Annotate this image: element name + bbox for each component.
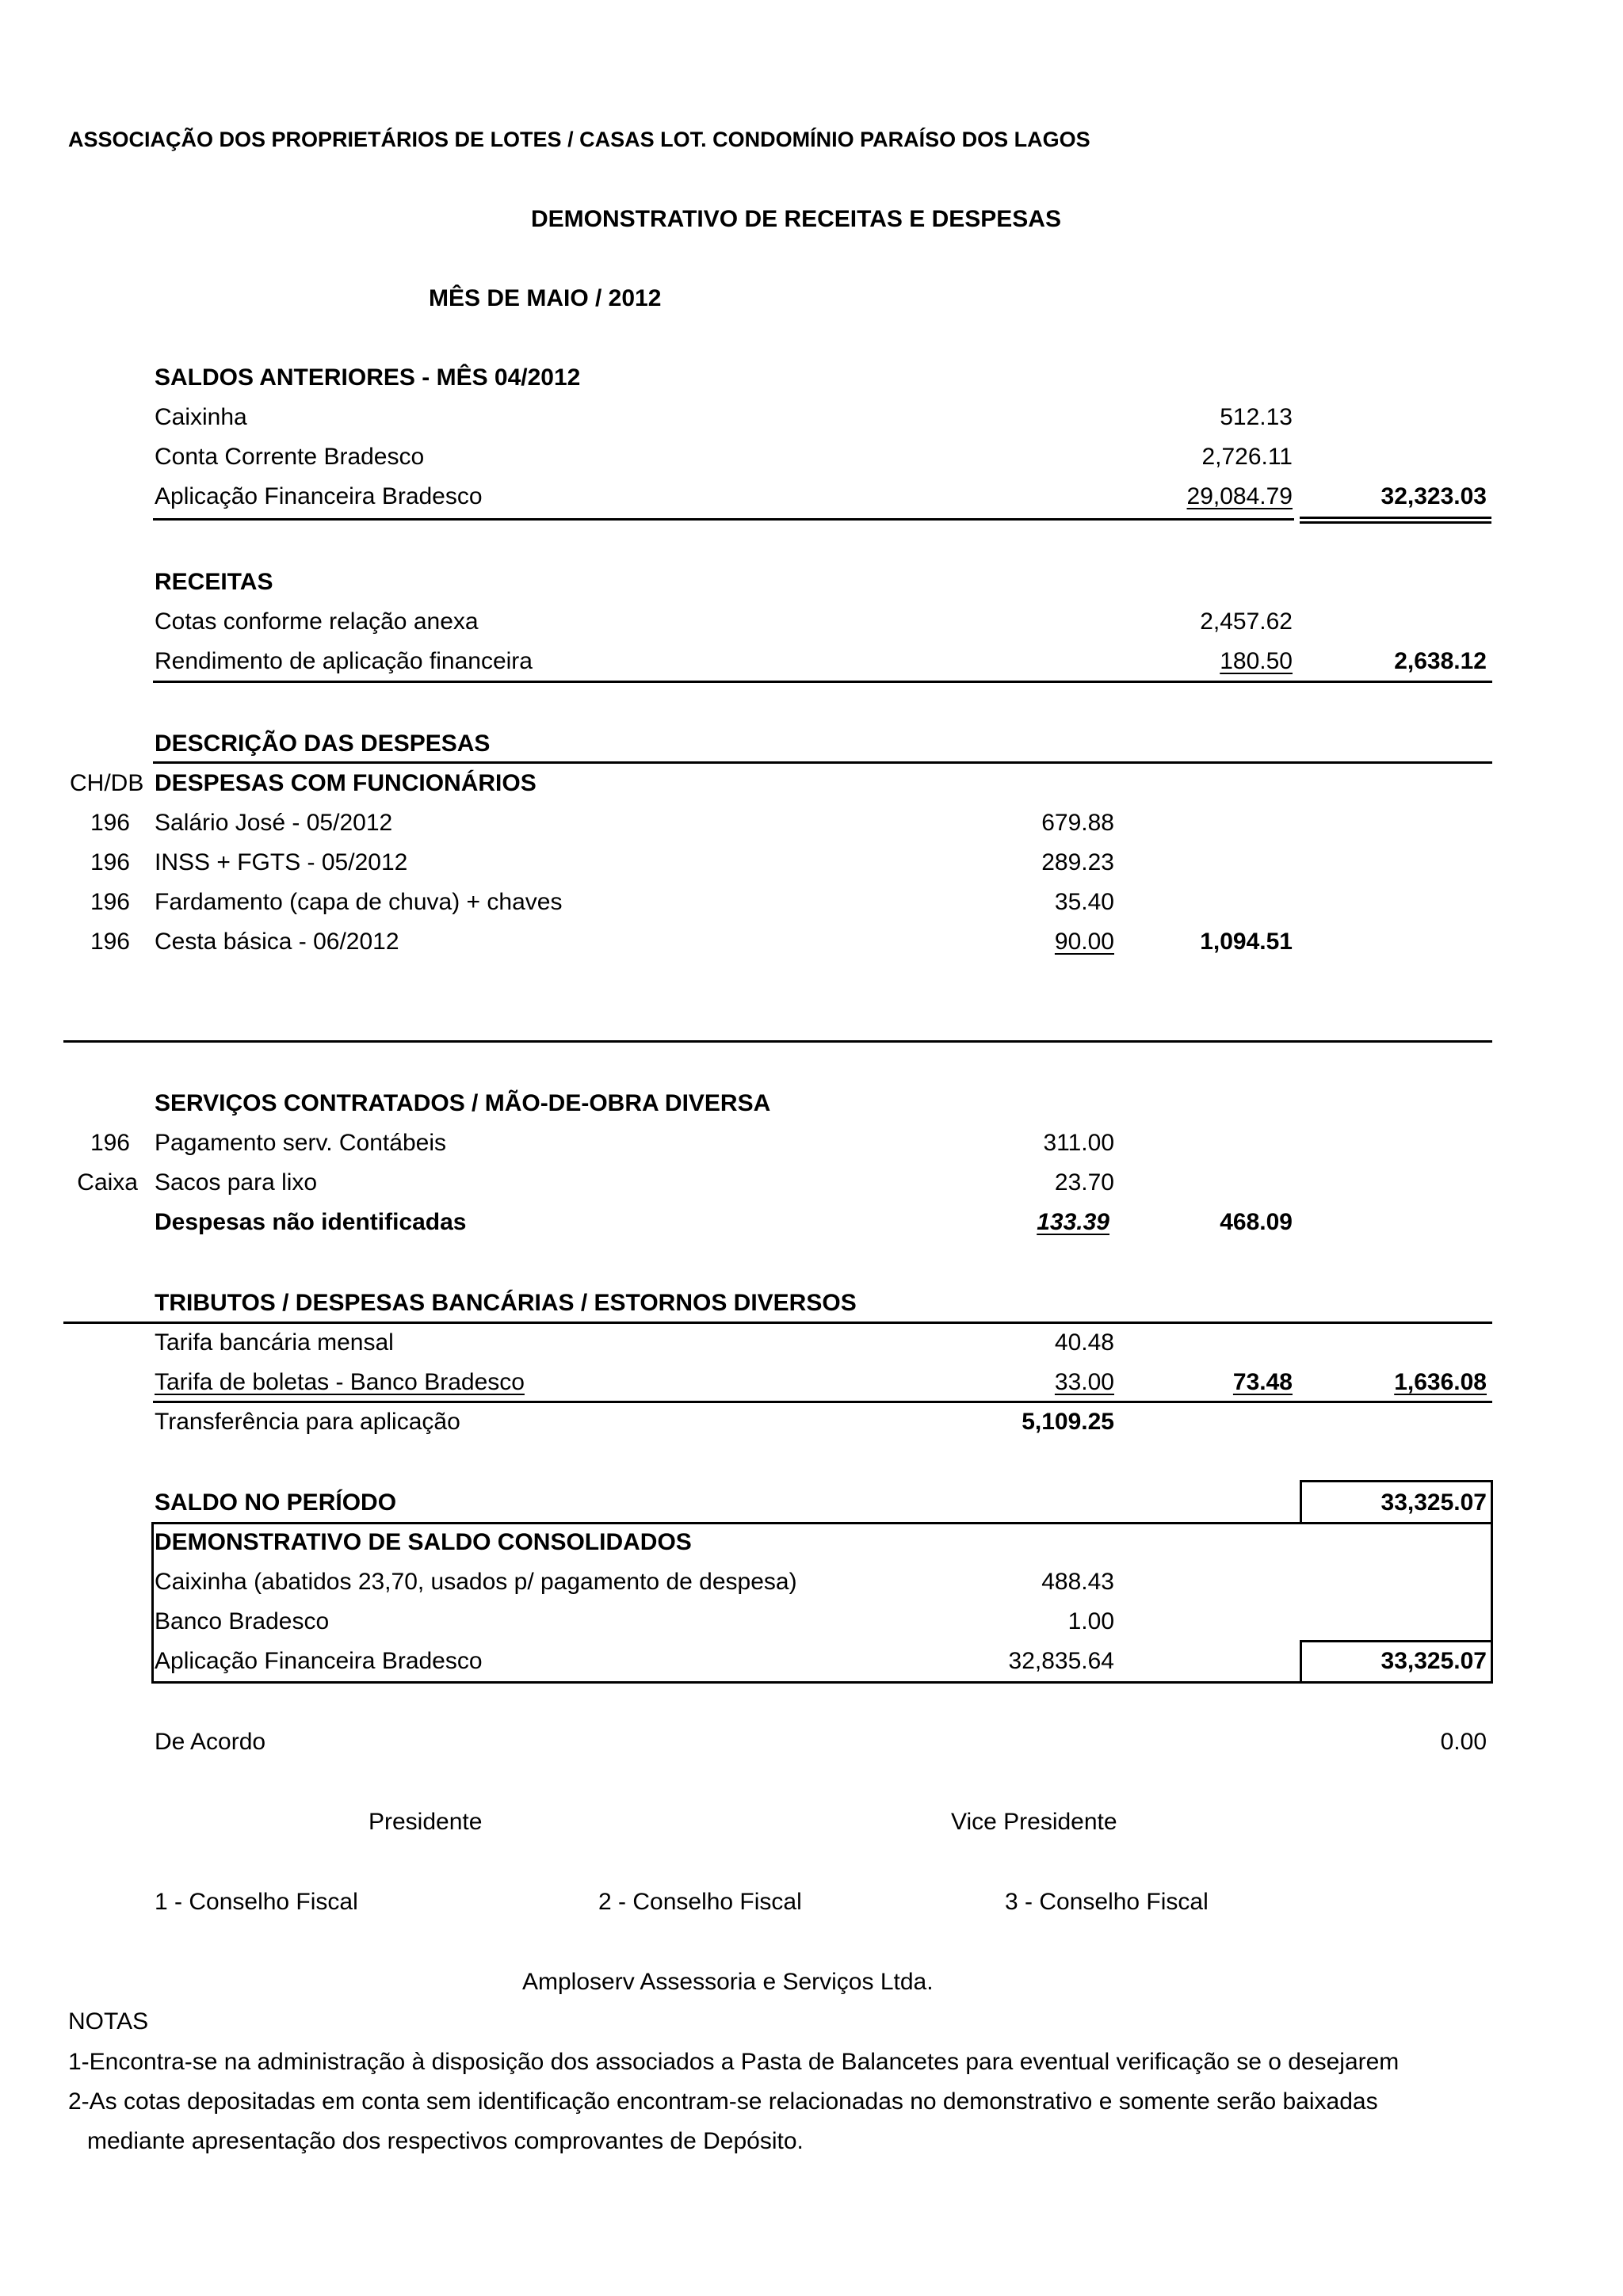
despesa-label: Fardamento (capa de chuva) + chaves (155, 889, 563, 915)
saldo-label: Aplicação Financeira Bradesco (155, 483, 483, 509)
double-divider (1300, 517, 1491, 524)
divider (153, 681, 1492, 683)
acordo-value: 0.00 (1440, 1729, 1487, 1755)
servico-label: Pagamento serv. Contábeis (155, 1130, 446, 1156)
receita-label: Rendimento de aplicação financeira (155, 648, 533, 674)
despesa-label: INSS + FGTS - 05/2012 (155, 849, 408, 875)
consolidado-value: 488.43 (1041, 1569, 1114, 1595)
transferencia-label: Transferência para aplicação (155, 1409, 460, 1435)
receitas-total: 2,638.12 (1394, 648, 1487, 674)
servicos-heading: SERVIÇOS CONTRATADOS / MÃO-DE-OBRA DIVERSA (155, 1090, 771, 1116)
saldo-value: 2,726.11 (1201, 444, 1293, 470)
ch-db-label: CH/DB (70, 770, 144, 796)
despesas-total: 1,636.08 (1394, 1369, 1487, 1395)
signature-conselho-1: 1 - Conselho Fiscal (155, 1889, 358, 1915)
saldos-total: 32,323.03 (1381, 483, 1487, 509)
servico-value: 133.39 (1037, 1209, 1109, 1235)
despesa-value: 90.00 (1054, 929, 1114, 955)
servico-value: 311.00 (1043, 1130, 1114, 1156)
consolidado-heading: DEMONSTRATIVO DE SALDO CONSOLIDADOS (155, 1529, 692, 1555)
divider (153, 1401, 1492, 1403)
divider (63, 1322, 1492, 1324)
ch-number: 196 (90, 849, 130, 875)
signature-conselho-3: 3 - Conselho Fiscal (1005, 1889, 1209, 1915)
saldo-label: Conta Corrente Bradesco (155, 444, 425, 470)
divider (63, 1040, 1492, 1043)
despesa-label: Salário José - 05/2012 (155, 810, 393, 836)
ch-number: 196 (90, 810, 130, 836)
company-name: Amploserv Assessoria e Serviços Ltda. (522, 1969, 934, 1995)
divider (153, 518, 1294, 521)
tributo-label: Tarifa bancária mensal (155, 1329, 394, 1356)
despesas-heading: DESCRIÇÃO DAS DESPESAS (155, 730, 491, 757)
ch-number: 196 (90, 929, 130, 955)
saldo-label: Caixinha (155, 404, 247, 430)
servico-value: 23.70 (1054, 1169, 1114, 1196)
consolidado-value: 32,835.64 (1008, 1648, 1114, 1674)
saldo-periodo-label: SALDO NO PERÍODO (155, 1489, 397, 1516)
consolidado-total: 33,325.07 (1381, 1648, 1487, 1674)
receita-value: 180.50 (1220, 648, 1293, 674)
tributo-value: 40.48 (1054, 1329, 1114, 1356)
signature-vice-presidente: Vice Presidente (951, 1809, 1117, 1835)
funcionarios-subtotal: 1,094.51 (1200, 929, 1293, 955)
despesa-value: 679.88 (1041, 810, 1114, 836)
saldo-value: 29,084.79 (1186, 483, 1293, 509)
signature-conselho-2: 2 - Conselho Fiscal (598, 1889, 802, 1915)
consolidado-label: Caixinha (abatidos 23,70, usados p/ pagamento de despesa) (155, 1569, 797, 1595)
tributo-value: 33.00 (1054, 1369, 1114, 1395)
ch-number: 196 (90, 889, 130, 915)
despesa-value: 35.40 (1054, 889, 1114, 915)
notes-heading: NOTAS (68, 2008, 149, 2035)
consolidado-value: 1.00 (1067, 1608, 1114, 1634)
despesa-label: Cesta básica - 06/2012 (155, 929, 399, 955)
saldos-heading: SALDOS ANTERIORES - MÊS 04/2012 (155, 364, 581, 391)
servicos-subtotal: 468.09 (1220, 1209, 1293, 1235)
note-line-3: mediante apresentação dos respectivos comprovantes de Depósito. (87, 2128, 804, 2154)
receita-label: Cotas conforme relação anexa (155, 608, 479, 635)
despesa-value: 289.23 (1041, 849, 1114, 875)
divider (153, 761, 1492, 764)
document-title: DEMONSTRATIVO DE RECEITAS E DESPESAS (531, 206, 1061, 232)
receitas-heading: RECEITAS (155, 569, 273, 595)
consolidado-label: Banco Bradesco (155, 1608, 330, 1634)
tributos-subtotal: 73.48 (1232, 1369, 1293, 1395)
saldo-value: 512.13 (1220, 404, 1293, 430)
consolidado-label: Aplicação Financeira Bradesco (155, 1648, 483, 1674)
ch-number: 196 (90, 1130, 130, 1156)
acordo-label: De Acordo (155, 1729, 266, 1755)
note-line-1: 1-Encontra-se na administração à disposição dos associados a Pasta de Balancetes para eventual verificação se o desejarem (68, 2049, 1400, 2075)
saldo-periodo-value: 33,325.07 (1381, 1489, 1487, 1516)
ch-number: Caixa (77, 1169, 138, 1196)
signature-presidente: Presidente (369, 1809, 483, 1835)
association-name: ASSOCIAÇÃO DOS PROPRIETÁRIOS DE LOTES / CASAS LOT. CONDOMÍNIO PARAÍSO DOS LAGOS (68, 128, 1090, 151)
transferencia-value: 5,109.25 (1022, 1409, 1114, 1435)
report-month: MÊS DE MAIO / 2012 (429, 285, 662, 311)
servico-label: Despesas não identificadas (155, 1209, 467, 1235)
tributo-label: Tarifa de boletas - Banco Bradesco (155, 1369, 525, 1395)
tributos-heading: TRIBUTOS / DESPESAS BANCÁRIAS / ESTORNOS DIVERSOS (155, 1290, 857, 1316)
funcionarios-heading: DESPESAS COM FUNCIONÁRIOS (155, 770, 537, 796)
servico-label: Sacos para lixo (155, 1169, 318, 1196)
receita-value: 2,457.62 (1200, 608, 1293, 635)
note-line-2: 2-As cotas depositadas em conta sem identificação encontram-se relacionadas no demonstrativo e somente serão baixadas (68, 2088, 1378, 2115)
